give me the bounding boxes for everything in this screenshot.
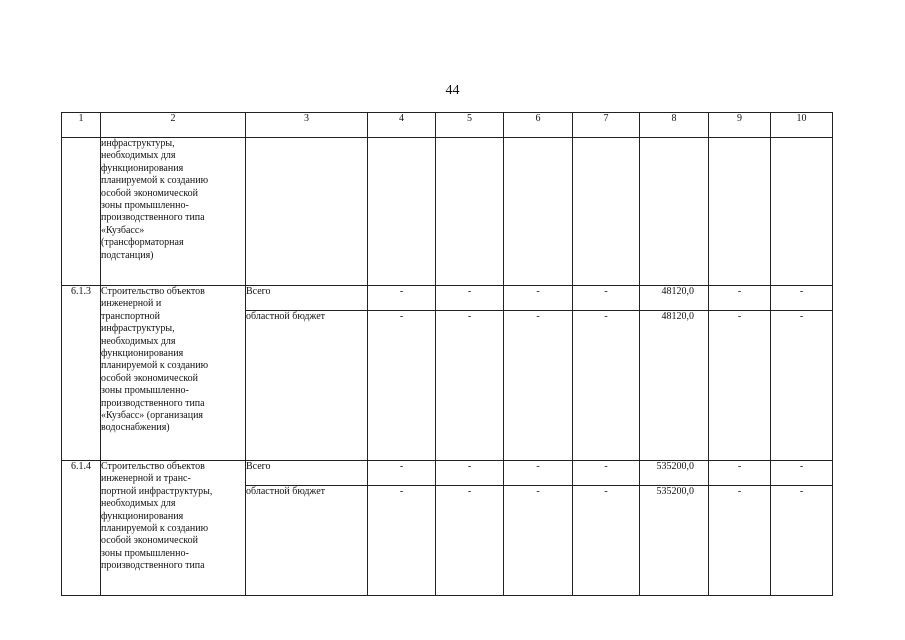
value-cell [504,138,573,286]
header-cell: 7 [573,113,640,138]
value-cell: - [504,286,573,311]
table-row [62,286,833,311]
value-cell: - [436,486,504,596]
description-cell: Строительство объектов инженерной и транс- портной инфраструктуры, необходимых для функционирования планируемой к созданию особой экономической зоны промышленно- производственного типа [101,461,246,596]
value-cell: - [771,461,833,486]
description-cell: Строительство объектов инженерной и транспортной инфраструктуры, необходимых для функционирования планируемой к созданию особой экономической зоны промышленно- производственного типа «Кузбасс» (организация водоснабжения) [101,286,246,461]
value-cell: - [573,486,640,596]
value-cell: - [504,311,573,461]
value-cell [436,138,504,286]
value-cell: 48120,0 [640,311,709,461]
value-cell: - [436,311,504,461]
code-cell: 6.1.4 [62,461,101,596]
value-cell: - [709,311,771,461]
value-cell [640,138,709,286]
source-cell: Всего [246,461,368,486]
value-cell: - [368,286,436,311]
source-cell: областной бюджет [246,311,368,461]
value-cell: - [709,486,771,596]
table-row-continued [62,138,833,286]
value-cell: - [504,461,573,486]
value-cell: - [368,311,436,461]
source-cell: областной бюджет [246,486,368,596]
value-cell: - [573,286,640,311]
header-cell: 1 [62,113,101,138]
value-cell: - [504,486,573,596]
header-cell: 2 [101,113,246,138]
header-cell: 9 [709,113,771,138]
value-cell [771,138,833,286]
header-cell: 3 [246,113,368,138]
header-cell: 6 [504,113,573,138]
value-cell: - [368,486,436,596]
value-cell: 48120,0 [640,286,709,311]
value-cell: - [436,286,504,311]
value-cell: - [573,461,640,486]
value-cell: - [573,311,640,461]
table-row [62,461,833,486]
budget-table [61,112,833,596]
value-cell: - [771,311,833,461]
value-cell: - [709,286,771,311]
description-cell: инфраструктуры, необходимых для функционирования планируемой к созданию особой экономической зоны промышленно- производственного типа «Кузбасс» (трансформаторная подстанция) [101,138,246,286]
value-cell: - [368,461,436,486]
code-cell [62,138,101,286]
value-cell: 535200,0 [640,486,709,596]
value-cell: - [771,286,833,311]
value-cell: 535200,0 [640,461,709,486]
value-cell: - [709,461,771,486]
header-row [62,113,833,138]
value-cell [709,138,771,286]
code-cell: 6.1.3 [62,286,101,461]
value-cell: - [436,461,504,486]
value-cell: - [771,486,833,596]
header-cell: 5 [436,113,504,138]
page-number: 44 [445,83,460,98]
value-cell [368,138,436,286]
value-cell [573,138,640,286]
header-cell: 8 [640,113,709,138]
header-cell: 10 [771,113,833,138]
source-cell [246,138,368,286]
header-cell: 4 [368,113,436,138]
source-cell: Всего [246,286,368,311]
